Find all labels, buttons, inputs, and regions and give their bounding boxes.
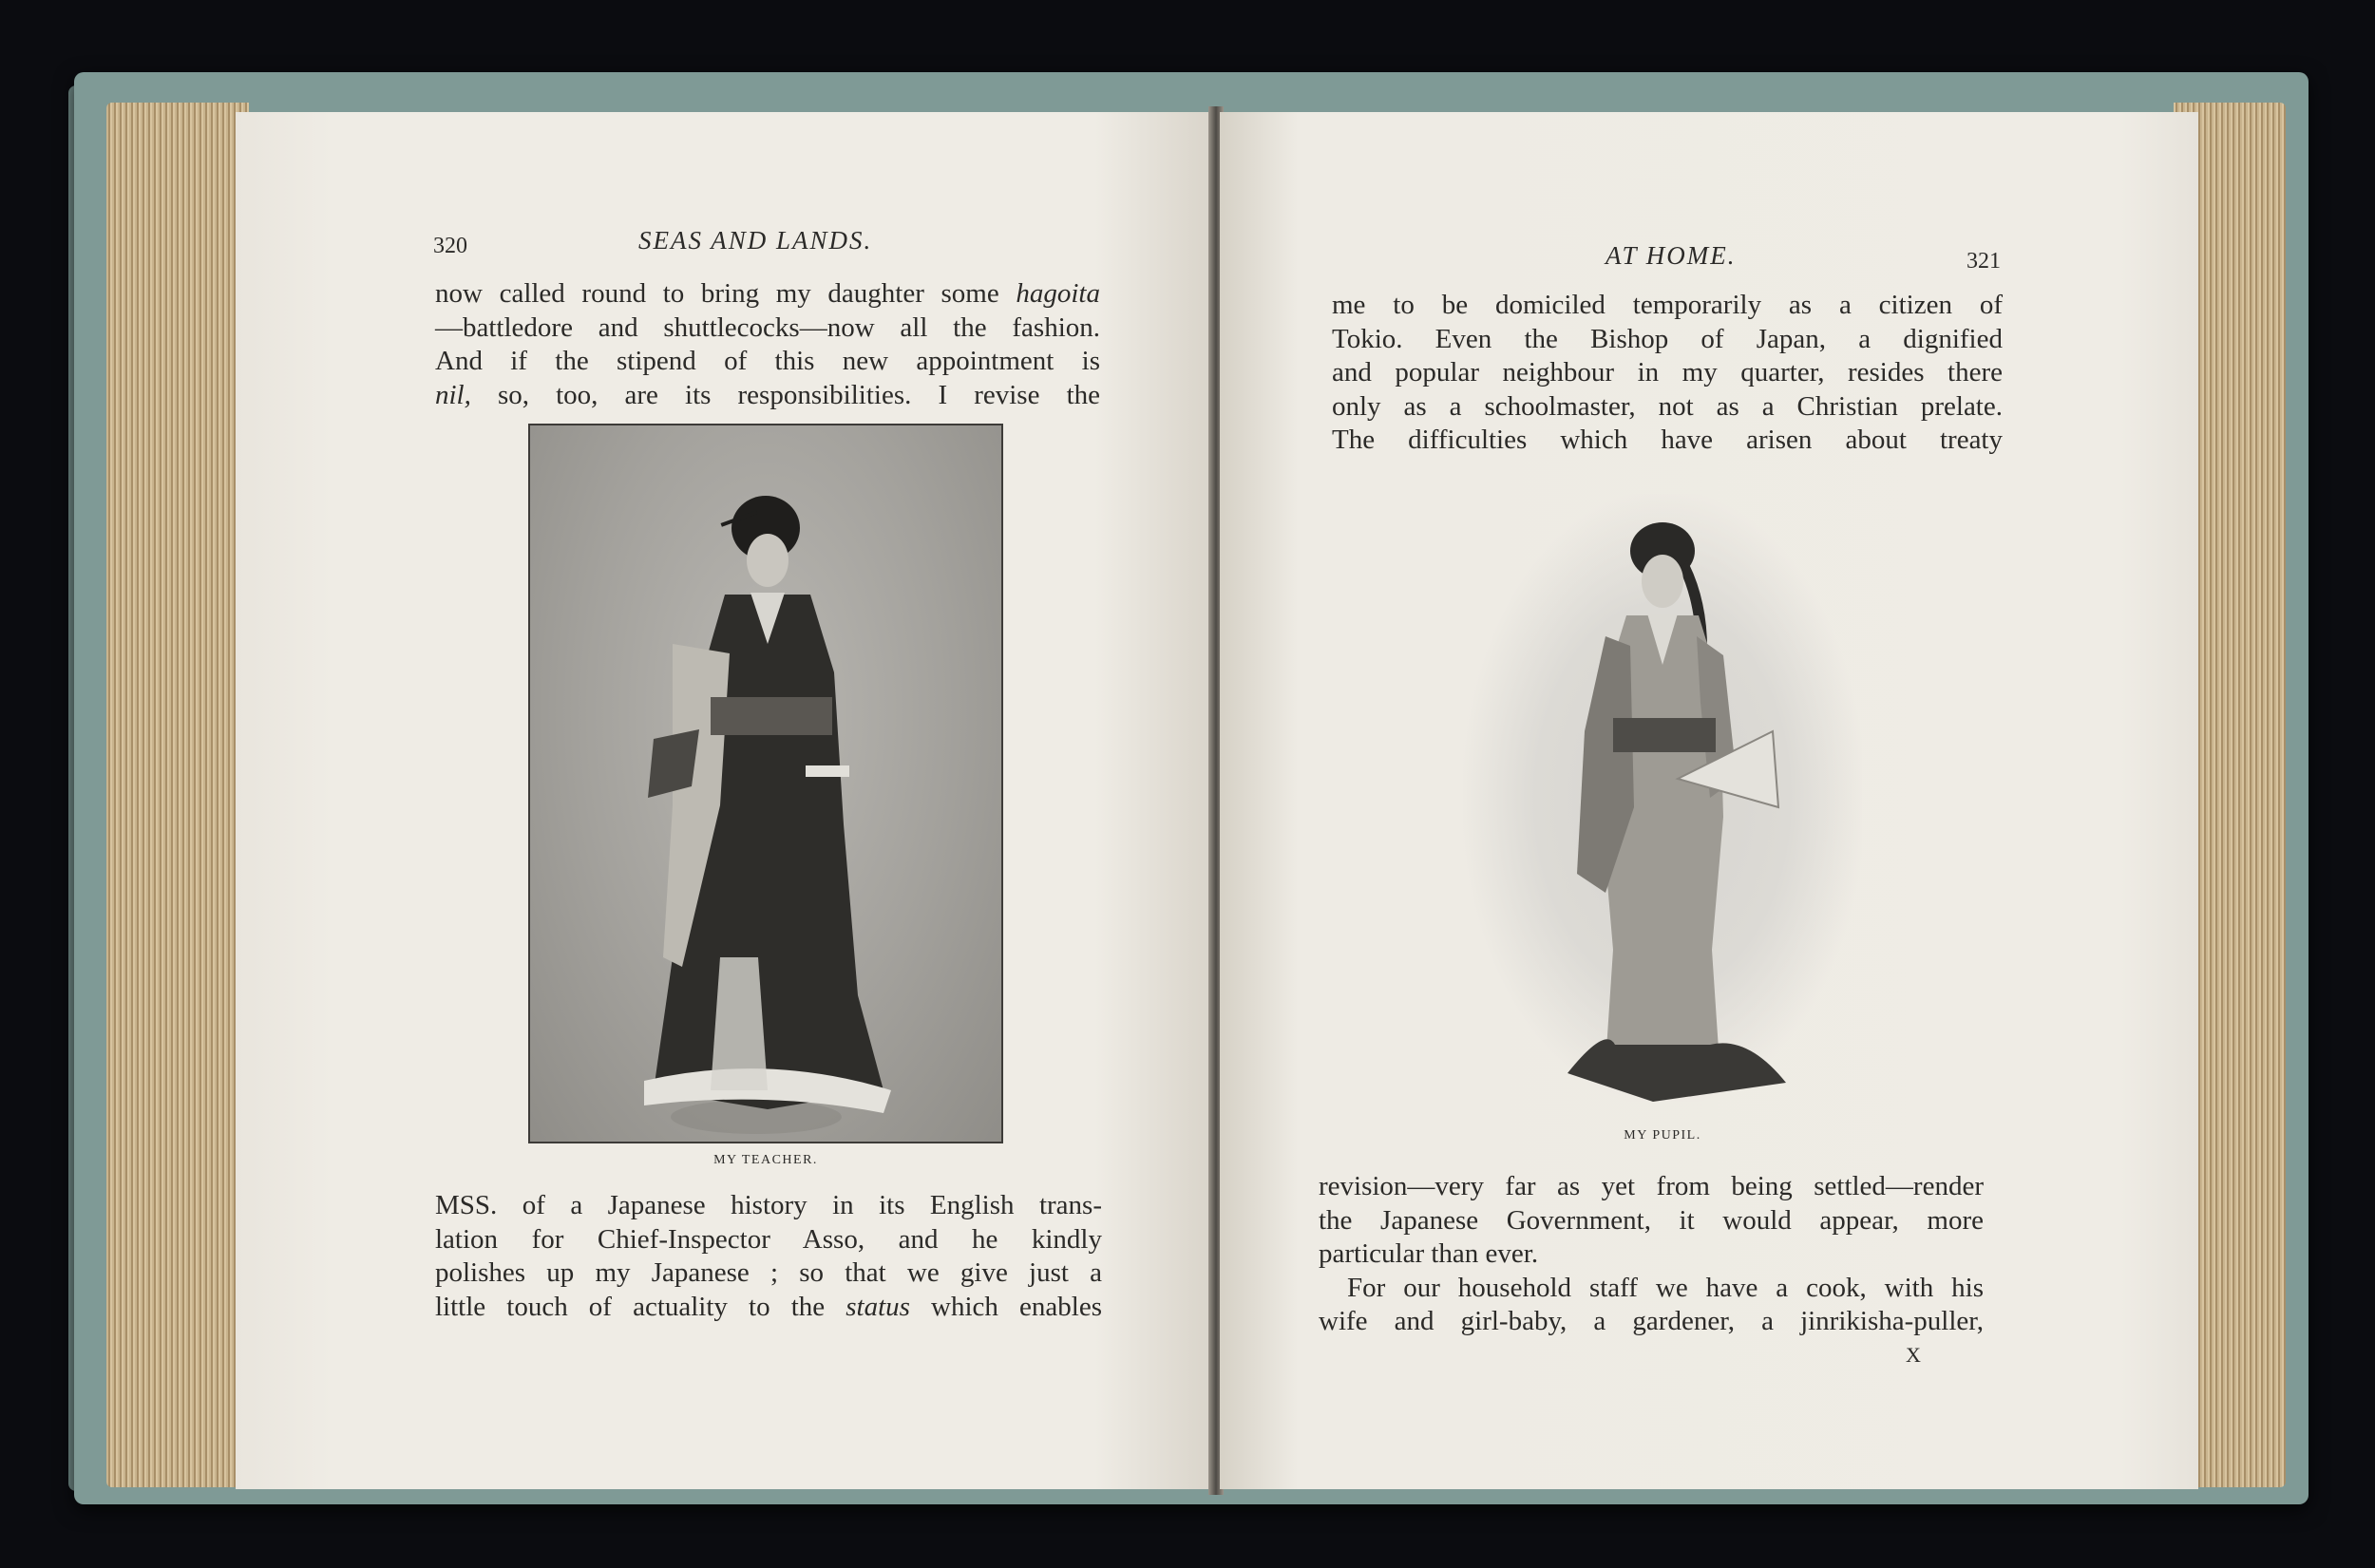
left-page-edges [106, 103, 249, 1487]
text-line: only as a schoolmaster, not as a Christian prelate. [1332, 390, 2003, 422]
text-line: the Japanese Government, it would appear, more [1319, 1204, 1984, 1236]
left-photo-caption: MY TEACHER. [713, 1153, 818, 1167]
text-line: And if the stipend of this new appointment is [435, 346, 1100, 376]
signature-mark: X [1906, 1343, 1921, 1367]
text-line: and popular neighbour in my quarter, resides there [1332, 357, 2003, 387]
pupil-photograph [1463, 494, 1862, 1102]
left-top-text [435, 277, 1100, 412]
text-line: me to be domiciled temporarily as a citizen of [1332, 290, 2003, 320]
text-line: little touch of actuality to the status which enables [435, 1291, 1102, 1322]
right-running-head: AT HOME. [1606, 241, 1737, 270]
text-line: Tokio. Even the Bishop of Japan, a dignified [1332, 323, 2003, 354]
text-line: lation for Chief-Inspector Asso, and he kindly [435, 1223, 1102, 1255]
teacher-photograph [528, 424, 1003, 1143]
text-line: The difficulties which have arisen about treaty [1332, 425, 2003, 455]
standing-girl-figure [1463, 494, 1862, 1102]
right-photo-caption: MY PUPIL. [1624, 1128, 1701, 1143]
right-top-text [1332, 289, 2003, 458]
text-line: MSS. of a Japanese history in its English trans- [435, 1190, 1102, 1220]
text-line: wife and girl-baby, a gardener, a jinrikisha-puller, [1319, 1306, 1984, 1336]
left-page-number: 320 [433, 234, 467, 258]
text-line: nil, so, too, are its responsibilities. I revise the [435, 379, 1100, 410]
text-line: polishes up my Japanese ; so that we give just a [435, 1257, 1102, 1288]
text-line: —battledore and shuttlecocks—now all the fashion. [435, 312, 1100, 343]
text-line: For our household staff we have a cook, with his [1347, 1272, 1984, 1303]
right-bottom-text [1319, 1170, 1984, 1339]
left-running-head: SEAS AND LANDS. [638, 226, 873, 255]
left-bottom-text [435, 1189, 1102, 1324]
standing-woman-figure [530, 425, 1001, 1142]
right-page-number: 321 [1966, 249, 2001, 274]
text-line: now called round to bring my daughter some hagoita [435, 278, 1100, 309]
text-line: particular than ever. [1319, 1238, 1539, 1269]
text-line: revision—very far as yet from being settled—render [1319, 1171, 1984, 1201]
